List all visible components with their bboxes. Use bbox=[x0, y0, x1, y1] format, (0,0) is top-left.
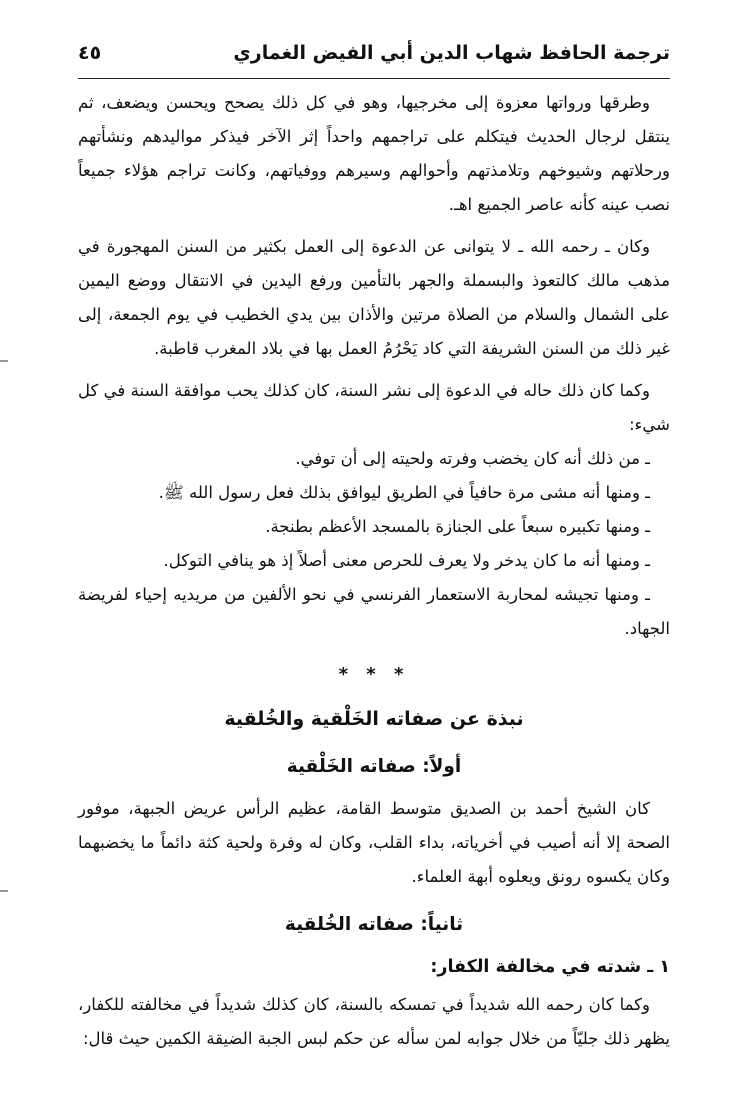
paragraph-5: وكما كان رحمه الله شديداً في تمسكه بالسنة، كان كذلك شديداً في مخالفته للكفار، يظهر ذلك جليّاً من خلال جوابه لمن سأله عن حكم لبس الجبة الضيقة الكمين حيث قال: bbox=[78, 995, 670, 1048]
page-header bbox=[78, 30, 670, 79]
paragraph-1: وطرقها ورواتها معزوة إلى مخرجيها، وهو في كل ذلك يصحح ويحسن ويضعف، ثم ينتقل لرجال الحديث فيتكلم على تراجمهم واحداً إثر الآخر فيذكر مواليدهم ونشأتهم ورحلاتهم وشيوخهم وتلامذتهم وأحوالهم وسيرهم ووفياتهم، وكانت تراجم هؤلاء جميعاً نصب عينه كأنه عاصر الجميع اهـ. bbox=[78, 93, 670, 214]
page-number: ٤٥ bbox=[78, 42, 102, 64]
running-title: ترجمة الحافظ شهاب الدين أبي الفيض الغماري bbox=[233, 42, 670, 64]
paragraph-2: وكان ـ رحمه الله ـ لا يتوانى عن الدعوة إلى العمل بكثير من السنن المهجورة في مذهب مالك كالتعوذ والبسملة والجهر بالتأمين ورفع اليدين في الانتقال ووضع اليمين على الشمال والسلام من الصلاة مرتين والأذان بين يدي الخطيب في يوم الجمعة، إلى غير ذلك من السنن الشريفة التي كاد يَحْرُمُ العمل بها في بلاد المغرب قاطبة. bbox=[78, 237, 670, 358]
section-title: نبذة عن صفاته الخَلْقية والخُلقية bbox=[224, 708, 524, 730]
bullet-item: ـ ومنها تكبيره سبعاً على الجنازة بالمسجد الأعظم بطنجة. bbox=[265, 517, 650, 536]
paragraph-3: وكما كان ذلك حاله في الدعوة إلى نشر السنة، كان كذلك يحب موافقة السنة في كل شيء: bbox=[78, 381, 670, 434]
numbered-heading: ١ ـ شدته في مخالفة الكفار: bbox=[430, 957, 670, 977]
paragraph-4: كان الشيخ أحمد بن الصديق متوسط القامة، عظيم الرأس عريض الجبهة، موفور الصحة إلا أنه أصيب في أخرياته، بداء القلب، وكان له وفرة ولحية كثة دائماً ما يخضبهما وكان يكسوه رونق ويعلوه أبهة العلماء. bbox=[78, 799, 670, 886]
bullet-item: ـ ومنها أنه مشى مرة حافياً في الطريق ليوافق بذلك فعل رسول الله ﷺ. bbox=[158, 483, 650, 502]
subsection-title-physical: أولاً: صفاته الخَلْقية bbox=[286, 756, 462, 777]
margin-mark bbox=[0, 890, 8, 892]
subsection-title-character: ثانياً: صفاته الخُلقية bbox=[284, 914, 464, 935]
bullet-item: ـ ومنها تجيشه لمحاربة الاستعمار الفرنسي في نحو الألفين من مريديه إحياء لفريضة الجهاد. bbox=[78, 585, 670, 638]
section-separator: * * * bbox=[338, 664, 410, 685]
page-content bbox=[78, 86, 670, 1056]
bullet-item: ـ ومنها أنه ما كان يدخر ولا يعرف للحرص معنى أصلاً إذ هو ينافي التوكل. bbox=[163, 551, 650, 570]
bullet-item: ـ من ذلك أنه كان يخضب وفرته ولحيته إلى أن توفي. bbox=[295, 449, 650, 468]
margin-mark bbox=[0, 360, 8, 362]
